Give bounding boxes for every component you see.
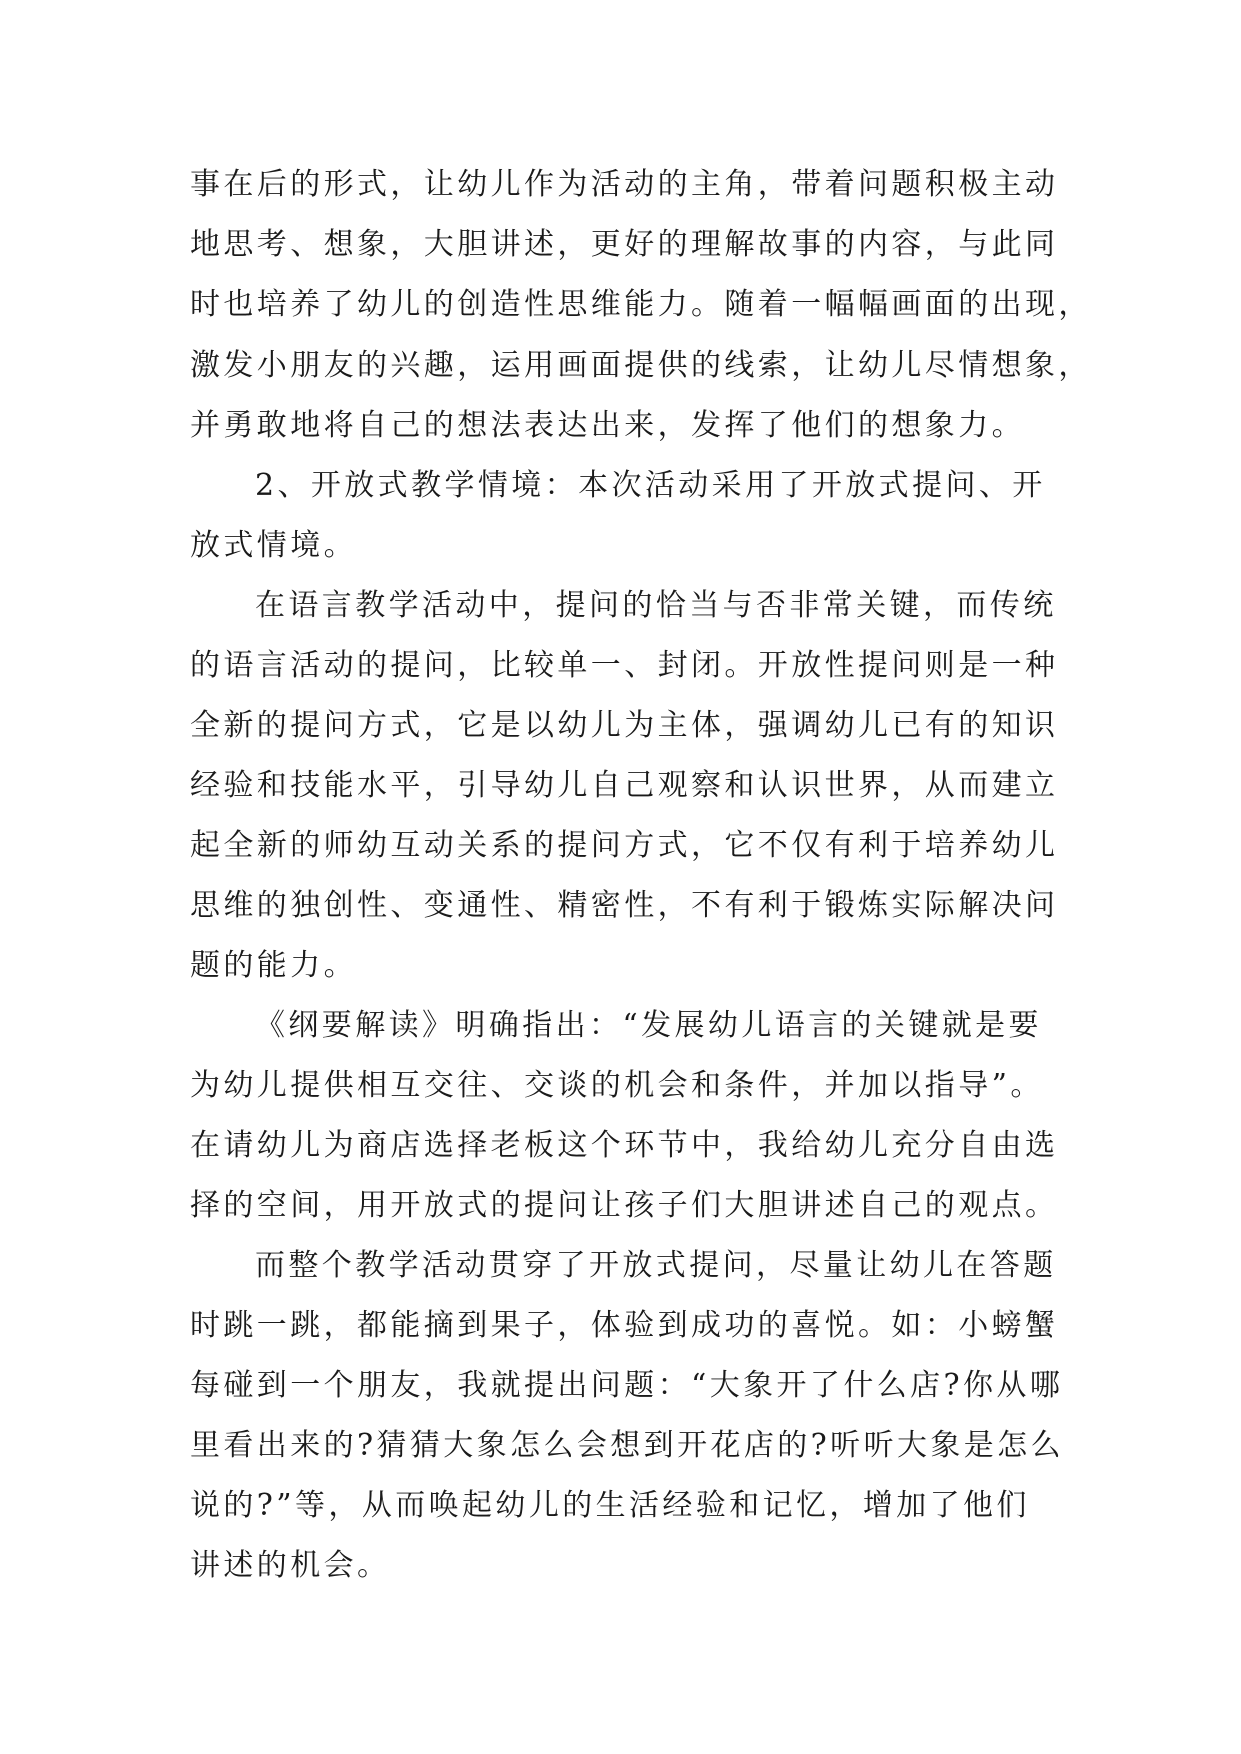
text-line: 题的能力。 <box>190 948 357 983</box>
text-line: 说的?”等，从而唤起幼儿的生活经验和记忆，增加了他们 <box>190 1488 1030 1523</box>
paragraph-first-line: 在语言教学活动中，提问的恰当与否非常关键，而传统 <box>255 588 1057 623</box>
text-line: 放式情境。 <box>190 528 357 563</box>
text-line: 为幼儿提供相互交往、交谈的机会和条件，并加以指导”。 <box>190 1068 1044 1103</box>
text-line: 择的空间，用开放式的提问让孩子们大胆讲述自己的观点。 <box>190 1188 1059 1223</box>
text-line: 时也培养了幼儿的创造性思维能力。随着一幅幅画面的出现， <box>190 287 1092 322</box>
text-line: 并勇敢地将自己的想法表达出来，发挥了他们的想象力。 <box>190 408 1025 443</box>
text-line: 经验和技能水平，引导幼儿自己观察和认识世界，从而建立 <box>190 768 1059 803</box>
text-line: 讲述的机会。 <box>190 1548 391 1583</box>
text-line: 在请幼儿为商店选择老板这个环节中，我给幼儿充分自由选 <box>190 1128 1059 1163</box>
text-line: 事在后的形式，让幼儿作为活动的主角，带着问题积极主动 <box>190 167 1059 202</box>
paragraph-first-line: 2、开放式教学情境：本次活动采用了开放式提问、开 <box>255 468 1046 503</box>
text-line: 的语言活动的提问，比较单一、封闭。开放性提问则是一种 <box>190 648 1059 683</box>
text-line: 时跳一跳，都能摘到果子，体验到成功的喜悦。如：小螃蟹 <box>190 1308 1059 1343</box>
text-line: 激发小朋友的兴趣，运用画面提供的线索，让幼儿尽情想象， <box>190 348 1092 383</box>
text-line: 全新的提问方式，它是以幼儿为主体，强调幼儿已有的知识 <box>190 708 1059 743</box>
text-line: 里看出来的?猜猜大象怎么会想到开花店的?听听大象是怎么 <box>190 1428 1064 1463</box>
text-line: 每碰到一个朋友，我就提出问题：“大象开了什么店?你从哪 <box>190 1368 1064 1403</box>
paragraph-first-line: 《纲要解读》明确指出：“发展幼儿语言的关键就是要 <box>255 1008 1042 1043</box>
text-line: 思维的独创性、变通性、精密性，不有利于锻炼实际解决问 <box>190 888 1059 923</box>
text-line: 起全新的师幼互动关系的提问方式，它不仅有利于培养幼儿 <box>190 828 1059 863</box>
text-line: 地思考、想象，大胆讲述，更好的理解故事的内容，与此同 <box>190 227 1059 262</box>
paragraph-first-line: 而整个教学活动贯穿了开放式提问，尽量让幼儿在答题 <box>255 1248 1057 1283</box>
